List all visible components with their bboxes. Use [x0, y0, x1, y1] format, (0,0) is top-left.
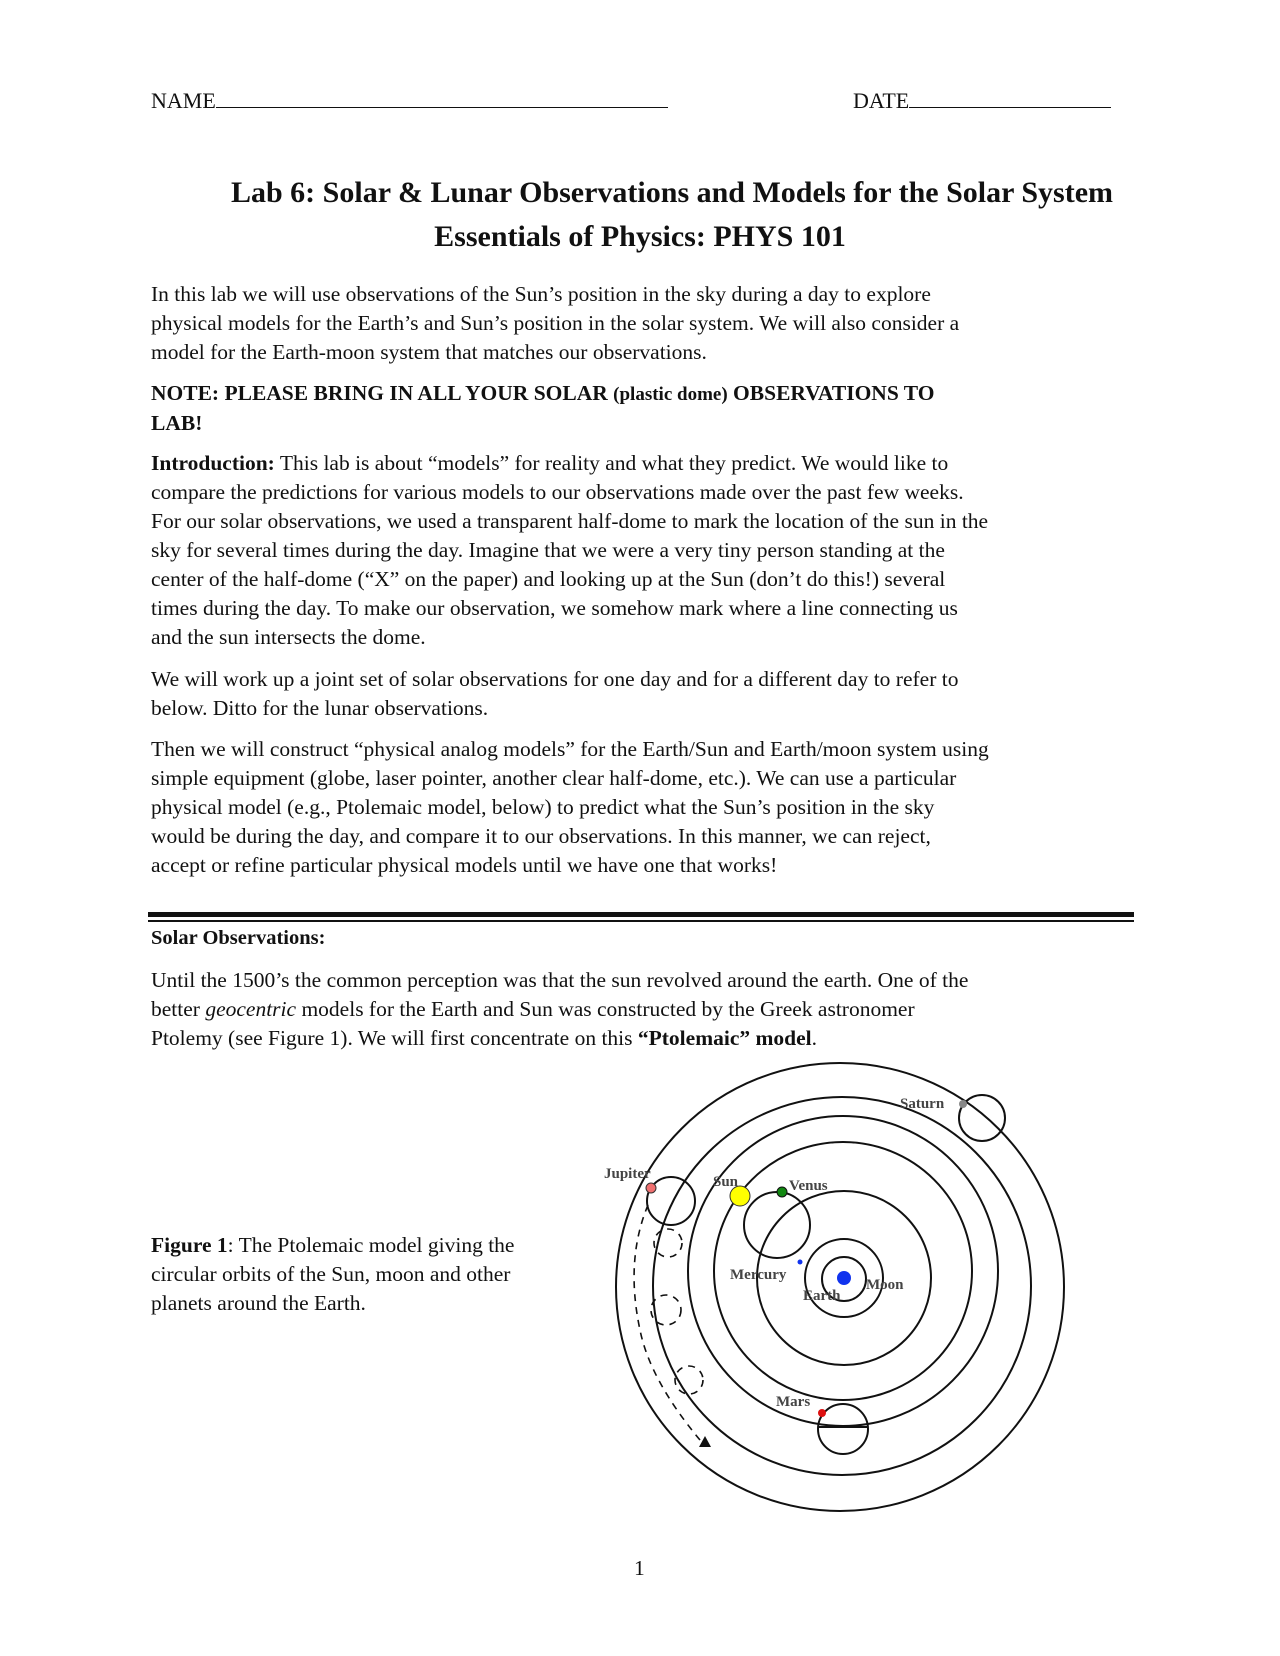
text-span: models for the Earth and Sun was constructed by the Greek astronomer	[296, 997, 915, 1021]
text-line: center of the half-dome (“X” on the paper) and looking up at the Sun (don’t do this!) several	[151, 567, 946, 591]
label-sun: Sun	[713, 1174, 739, 1190]
epicycle-venus	[744, 1192, 810, 1258]
saturn-dot	[959, 1100, 967, 1108]
text-line: In this lab we will use observations of the Sun’s position in the sky during a day to explore	[151, 282, 931, 306]
text-line: planets around the Earth.	[151, 1291, 366, 1315]
text-line: This lab is about “models” for reality and what they predict. We would like to	[274, 451, 949, 475]
text-line: sky for several times during the day. Imagine that we were a very tiny person standing at the	[151, 538, 945, 562]
text-line: compare the predictions for various models to our observations made over the past few weeks.	[151, 480, 964, 504]
label-jupiter: Jupiter	[604, 1166, 651, 1182]
mercury-dot	[798, 1260, 803, 1265]
text-line: Then we will construct “physical analog models” for the Earth/Sun and Earth/moon system using	[151, 737, 989, 761]
text-span: better	[151, 997, 206, 1021]
note-text: NOTE: PLEASE BRING IN ALL YOUR SOLAR	[151, 381, 614, 405]
figure-label: Figure 1	[151, 1233, 228, 1257]
solar-heading: Solar Observations:	[151, 927, 326, 949]
page-subtitle: Essentials of Physics: PHYS 101	[434, 220, 846, 253]
note-text: OBSERVATIONS TO	[727, 381, 935, 405]
label-saturn: Saturn	[900, 1096, 945, 1112]
text-line: model for the Earth-moon system that matches our observations.	[151, 340, 707, 364]
note-text: LAB!	[151, 411, 203, 435]
name-label: NAME	[151, 88, 216, 113]
text-line: would be during the day, and compare it to our observations. In this manner, we can reject,	[151, 824, 931, 848]
text-line: physical model (e.g., Ptolemaic model, below) to predict what the Sun’s position in the sky	[151, 795, 935, 819]
label-earth: Earth	[803, 1288, 841, 1304]
label-mercury: Mercury	[730, 1267, 787, 1283]
page-number: 1	[634, 1556, 645, 1580]
label-venus: Venus	[789, 1178, 828, 1194]
text-line: For our solar observations, we used a transparent half-dome to mark the location of the sun in the	[151, 509, 989, 533]
text-span: Ptolemy (see Figure 1). We will first concentrate on this	[151, 1026, 638, 1050]
mars-dot	[818, 1409, 826, 1417]
text-line: circular orbits of the Sun, moon and other	[151, 1262, 511, 1286]
date-label: DATE	[853, 88, 910, 113]
introduction-label: Introduction:	[151, 451, 275, 475]
text-line: physical models for the Earth’s and Sun’s position in the solar system. We will also consider a	[151, 311, 960, 335]
note-text: (plastic dome)	[613, 384, 728, 405]
page-title: Lab 6: Solar & Lunar Observations and Models for the Solar System	[230, 176, 1114, 209]
text-line: simple equipment (globe, laser pointer, another clear half-dome, etc.). We can use a particular	[151, 766, 957, 790]
text-span: : The Ptolemaic model giving the	[227, 1233, 515, 1257]
jupiter-dot	[646, 1183, 656, 1193]
label-moon: Moon	[866, 1277, 904, 1293]
earth-dot	[837, 1271, 851, 1285]
text-line: accept or refine particular physical models until we have one that works!	[151, 853, 778, 877]
text-line: times during the day. To make our observation, we somehow mark where a line connecting us	[151, 596, 958, 620]
venus-dot	[777, 1187, 787, 1197]
text-line: and the sun intersects the dome.	[151, 625, 426, 649]
jupiter-retrograde-path	[634, 1205, 703, 1440]
text-line: Until the 1500’s the common perception was that the sun revolved around the earth. One of the	[151, 968, 969, 992]
label-mars: Mars	[776, 1394, 811, 1410]
text-span: .	[811, 1026, 818, 1050]
direction-arrow-icon	[699, 1436, 711, 1447]
emphasis-text: geocentric	[205, 997, 297, 1021]
text-line: below. Ditto for the lunar observations.	[151, 696, 489, 720]
text-line: We will work up a joint set of solar observations for one day and for a different day to refer to	[151, 667, 959, 691]
bold-text: “Ptolemaic” model	[637, 1026, 812, 1050]
orbit-saturn	[653, 1097, 1031, 1475]
